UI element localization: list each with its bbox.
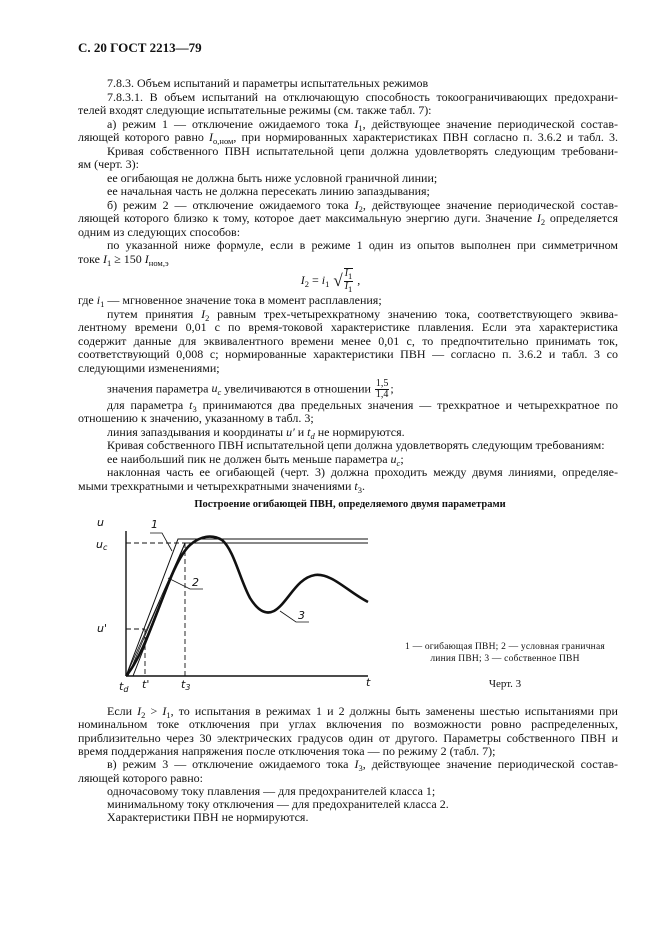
- text-run: отношению к значению, указанному в табл. 3;: [78, 411, 314, 425]
- variable-symbol: I: [102, 251, 107, 266]
- text-line: [78, 810, 618, 824]
- t3-label-sub: 3: [185, 683, 191, 692]
- text-run: , действующее значение периодической состав-: [362, 116, 618, 131]
- text-run: .: [362, 478, 366, 493]
- text-run: ее начальная часть не должна пересекать линию запаздывания;: [107, 184, 430, 198]
- variable-symbol: I: [144, 251, 149, 266]
- text-run: телей входят следующие испытательные режимы (см. также табл. 7):: [78, 103, 432, 117]
- text-run: , при нормированных характеристиках ПВН согласно п. 3.6.2 и табл. 3.: [233, 130, 618, 144]
- formula-var: I: [300, 272, 305, 287]
- x-axis-label: t: [366, 676, 371, 689]
- uc-label-main: u: [96, 538, 103, 551]
- formula-eq: =: [308, 272, 322, 287]
- variable-subscript: 3: [358, 763, 363, 774]
- page-header: С. 20 ГОСТ 2213—79: [78, 40, 202, 55]
- variable-symbol: t: [307, 424, 311, 439]
- text-run: линия запаздывания и координаты: [107, 424, 287, 439]
- text-run: ям (черт. 3):: [78, 157, 139, 171]
- text-run: б) режим 2 — отключение ожидаемого тока: [107, 197, 355, 212]
- variable-symbol: I: [354, 116, 359, 131]
- text-run: >: [145, 704, 163, 718]
- text-run: ляющей которого равно:: [78, 770, 203, 785]
- variable-symbol: i: [96, 293, 101, 307]
- text-line: [78, 771, 618, 785]
- text-run: Характеристики ПВН не нормируются.: [107, 810, 309, 825]
- uc-label-sub: c: [102, 543, 108, 552]
- variable-subscript: c: [217, 387, 222, 398]
- text-run: значения параметра: [107, 381, 212, 396]
- text-run: Если: [107, 704, 138, 718]
- variable-subscript: о,ном: [213, 136, 234, 146]
- variable-symbol: I: [209, 130, 214, 144]
- figure-label: Черт. 3: [488, 678, 522, 690]
- text-run: время поддержания напряжения после отключения тока — по режиму 2 (табл. 7);: [78, 743, 496, 758]
- text-run: следующими изменениями;: [78, 360, 220, 375]
- text-run: и: [294, 424, 308, 439]
- variable-symbol: I: [137, 704, 142, 718]
- text-line: [78, 744, 618, 758]
- formula-sub: 2: [304, 278, 309, 289]
- text-run: ;: [390, 381, 394, 396]
- variable-subscript: 1: [166, 710, 171, 720]
- text-line: [78, 731, 618, 745]
- formula-var: I: [344, 281, 349, 292]
- variable-subscript: 1: [358, 122, 363, 133]
- variable-subscript: 1: [106, 257, 112, 268]
- formula-tail: ,: [354, 272, 361, 287]
- text-line: [78, 797, 618, 811]
- text-run: путем принятия: [107, 306, 202, 321]
- text-run: , действующее значение периодической состав-: [362, 757, 619, 772]
- math-variable: [162, 704, 170, 718]
- text-run: номинальном токе отключения при углах включения по возможности ровно распределенных,: [78, 717, 618, 732]
- text-run: ляющей которого равно: [78, 130, 210, 144]
- td-label-sub: d: [123, 685, 129, 694]
- natural-trv-curve-3: [126, 537, 368, 676]
- text-run: по указанной ниже формуле, если в режиме 1 один из опытов выполнен при симметричном: [107, 238, 618, 252]
- text-run: мыми трехкратными и четырехкратными значениями: [78, 478, 355, 493]
- variable-symbol: I: [354, 757, 359, 772]
- variable-subscript: d: [310, 430, 315, 441]
- text-line: [78, 784, 618, 798]
- variable-symbol: t: [189, 397, 193, 412]
- text-run: 7.8.3.1. В объем испытаний на отключающую способность токоограничивающих предохрани-: [107, 89, 618, 104]
- text-run: Кривая собственного ПВН испытательной цепи должна удовлетворять следующим требованиям:: [107, 438, 605, 452]
- text-run: одним из следующих способов:: [78, 224, 241, 239]
- u-prime-label: u': [97, 622, 107, 635]
- text-run: в) режим 3 — отключение ожидаемого тока: [107, 757, 355, 772]
- td-label-main: t: [119, 680, 124, 693]
- text-run: где: [78, 293, 97, 307]
- legend-line: 1 — огибающая ПВН; 2 — условная граничная: [405, 642, 605, 652]
- text-run: содержит данные для эквивалентного времени менее 0,01 с, то предпочтительно принимать ток,: [78, 333, 618, 348]
- text-run: для параметра: [107, 397, 190, 412]
- text-run: наклонная часть ее огибающей (черт. 3) должна проходить между двумя линиями, определяе-: [107, 465, 618, 479]
- t-prime-label: t': [142, 678, 150, 691]
- variable-subscript: 2: [141, 710, 146, 720]
- variable-subscript: 3: [192, 403, 197, 414]
- numerator: 1,5: [375, 378, 389, 389]
- formula-sub: 1: [325, 278, 330, 289]
- curve-label-3: 3: [298, 609, 305, 622]
- text-run: увеличиваются в отношении: [221, 381, 374, 396]
- text-run: 7.8.3. Объем испытаний и параметры испытательных режимов: [107, 76, 429, 90]
- legend-line: линия ПВН; 3 — собственное ПВН: [430, 654, 580, 664]
- text-run: приблизительно через 30 электрических градусов один от другого. Параметры собственного ПВН и: [78, 730, 618, 745]
- label-1-leader: [150, 533, 172, 551]
- t3-label-main: t: [181, 678, 186, 691]
- sqrt-sign: √: [333, 270, 343, 290]
- text-line: [78, 717, 618, 731]
- variable-subscript: 1: [100, 299, 105, 309]
- formula-sub: 1: [348, 271, 353, 281]
- uc-label: [96, 538, 108, 552]
- curve-label-1: 1: [151, 518, 158, 531]
- text-run: ляющей которого близко к тому, которое дает максимальную энергию дуги. Значение: [78, 211, 537, 225]
- boundary-line-2: [133, 543, 368, 676]
- text-run: равным трех-четырехкратному значению тока, соответствующего эквива-: [209, 306, 618, 321]
- variable-symbol: I: [536, 211, 541, 225]
- variable-symbol: I: [162, 704, 167, 718]
- text-run: ;: [400, 451, 404, 466]
- curve-label-2: 2: [192, 576, 199, 589]
- text-run: принимаются два предельных значения — трехкратное и четырехкратное по: [196, 397, 619, 412]
- variable-subscript: 2: [540, 217, 546, 227]
- math-variable: [354, 757, 363, 774]
- text-run: определяется: [545, 211, 618, 225]
- t3-label: [181, 678, 190, 692]
- variable-symbol: u′: [286, 424, 295, 439]
- text-run: ее огибающая не должна быть ниже условной граничной линии;: [107, 170, 438, 185]
- text-run: ≥ 150: [111, 251, 145, 266]
- formula-var: I: [344, 268, 349, 279]
- td-label: [119, 680, 129, 694]
- chart-title: Построение огибающей ПВН, определяемого двумя параметрами: [194, 499, 506, 510]
- chart-legend: [400, 641, 610, 665]
- text-run: соответствующий 0,008 с; нормированные характеристики ПВН — согласно п. 3.6.2 и табл. 3 со: [78, 347, 618, 361]
- formula-var: i: [321, 272, 326, 287]
- text-line: [78, 704, 618, 718]
- variable-subscript: c: [396, 457, 401, 468]
- variable-symbol: u: [211, 381, 218, 396]
- variable-symbol: I: [201, 306, 206, 321]
- text-run: — мгновенное значение тока в момент расплавления;: [104, 293, 382, 307]
- text-run: а) режим 1 — отключение ожидаемого тока: [107, 116, 355, 131]
- variable-subscript: 2: [358, 203, 363, 214]
- variable-symbol: t: [354, 478, 358, 493]
- text-run: , то испытания в режимах 1 и 2 должны быть заменены шестью испытаниями при: [170, 704, 618, 718]
- text-line: [78, 757, 619, 774]
- y-axis-label: u: [97, 516, 104, 529]
- variable-subscript: 2: [205, 312, 210, 323]
- text-run: , действующее значение периодической состав-: [362, 197, 618, 212]
- text-run: ее наибольший пик не должен быть меньше параметра: [107, 451, 391, 466]
- text-run: Кривая собственного ПВН испытательной цепи должна удовлетворять следующим требовани-: [107, 143, 618, 158]
- text-run: одночасовому току плавления — для предохранителей класса 1;: [107, 783, 436, 798]
- text-run: токе: [78, 251, 103, 266]
- variable-symbol: u: [390, 451, 397, 466]
- variable-subscript: ном,э: [148, 257, 169, 268]
- denominator: 1,4: [375, 389, 389, 400]
- variable-symbol: I: [354, 197, 359, 212]
- variable-subscript: 3: [357, 484, 363, 495]
- text-run: лентному времени 0,01 с по время-токовой характеристике плавления. Если эта характеристика: [78, 320, 618, 334]
- envelope-line-1: [126, 539, 368, 676]
- text-run: не нормируются.: [314, 424, 405, 439]
- formula-sub: 1: [348, 284, 353, 294]
- text-run: минимальному току отключения — для предохранителей класса 2.: [107, 797, 449, 812]
